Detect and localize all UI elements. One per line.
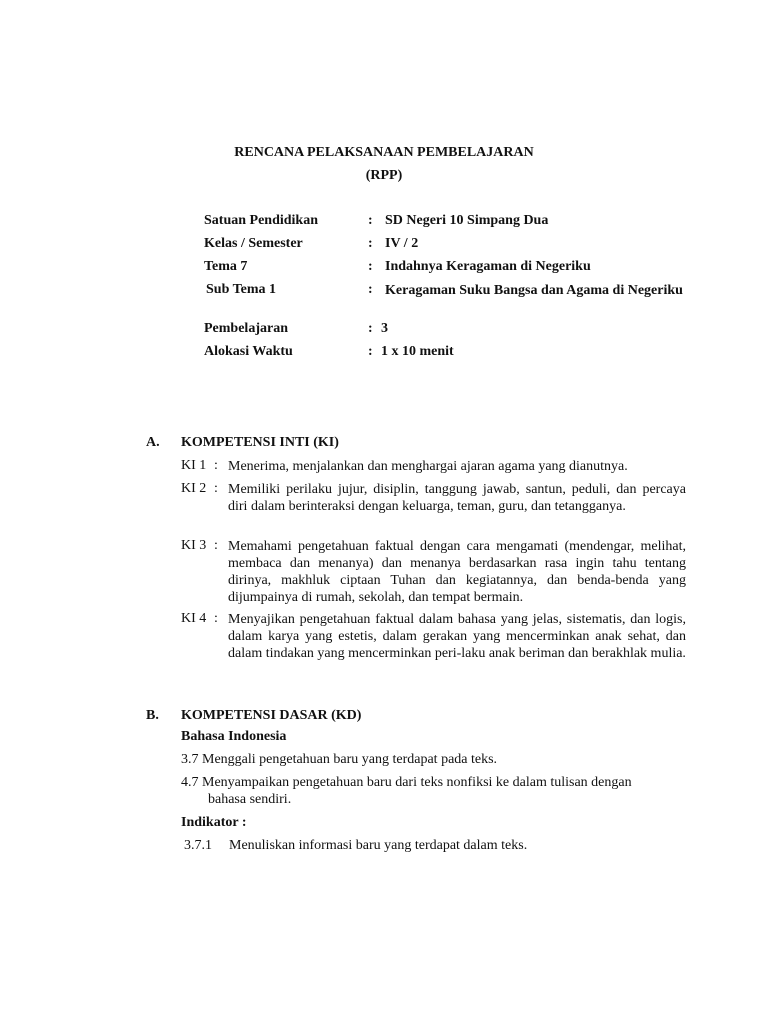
ki-separator: : [214, 481, 218, 496]
indikator-text: Menuliskan informasi baru yang terdapat dalam teks. [229, 838, 528, 853]
indikator-label: Indikator : [181, 815, 247, 830]
indikator-code: 3.7.1 [184, 838, 212, 853]
subject-heading: Bahasa Indonesia [181, 729, 287, 744]
identity-label: Kelas / Semester [204, 236, 303, 251]
identity-separator: : [368, 282, 373, 297]
identity-separator: : [368, 236, 373, 251]
identity-separator: : [368, 344, 373, 359]
document-subtitle: (RPP) [365, 168, 403, 183]
identity-value: Keragaman Suku Bangsa dan Agama di Negeriku [385, 283, 683, 298]
identity-value: 1 x 10 menit [381, 344, 454, 359]
section-letter: A. [146, 435, 160, 450]
identity-label: Tema 7 [204, 259, 248, 274]
kd-item: 3.7 Menggali pengetahuan baru yang terdapat pada teks. [181, 752, 498, 767]
ki-text: Menerima, menjalankan dan menghargai ajaran agama yang dianutnya. [228, 459, 628, 474]
section-heading: KOMPETENSI DASAR (KD) [181, 708, 362, 723]
identity-value: Indahnya Keragaman di Negeriku [385, 259, 591, 274]
ki-code: KI 1 [181, 458, 207, 473]
document-title: RENCANA PELAKSANAAN PEMBELAJARAN [234, 145, 534, 160]
ki-code: KI 4 [181, 611, 207, 626]
ki-text: Memahami pengetahuan faktual dengan cara mengamati (mendengar, melihat, membaca dan menanya) dan menanya berdasarkan rasa ingin tahu tentang dirinya, makhluk ciptaan Tuhan dan kegiatannya, dan benda-benda yang dijumpainya di rumah, sekolah, dan tempat bermain. [228, 539, 686, 605]
ki-code: KI 2 [181, 481, 207, 496]
identity-value: 3 [381, 321, 388, 336]
ki-text: Menyajikan pengetahuan faktual dalam bahasa yang jelas, sistematis, dan logis, dalam karya yang estetis, dalam gerakan yang mencerminkan anak sehat, dan dalam tindakan yang mencerminkan peri-laku anak beriman dan berakhlak mulia. [228, 612, 686, 661]
ki-code: KI 3 [181, 538, 207, 553]
identity-value: IV / 2 [385, 236, 419, 251]
identity-label: Pembelajaran [204, 321, 288, 336]
section-letter: B. [146, 708, 159, 723]
identity-label: Sub Tema 1 [206, 282, 277, 297]
ki-separator: : [214, 458, 218, 473]
ki-separator: : [214, 611, 218, 626]
identity-separator: : [368, 259, 373, 274]
identity-label: Alokasi Waktu [204, 344, 293, 359]
ki-text: Memiliki perilaku jujur, disiplin, tanggung jawab, santun, peduli, dan percaya diri dalam berinteraksi dengan keluarga, teman, guru, dan tetangganya. [228, 482, 686, 514]
ki-separator: : [214, 538, 218, 553]
identity-value: SD Negeri 10 Simpang Dua [385, 213, 549, 228]
identity-label: Satuan Pendidikan [204, 213, 318, 228]
identity-separator: : [368, 213, 373, 228]
identity-separator: : [368, 321, 373, 336]
kd-item: 4.7 Menyampaikan pengetahuan baru dari teks nonfiksi ke dalam tulisan dengan [181, 775, 632, 790]
section-heading: KOMPETENSI INTI (KI) [181, 435, 339, 450]
kd-item-continuation: bahasa sendiri. [208, 792, 292, 807]
